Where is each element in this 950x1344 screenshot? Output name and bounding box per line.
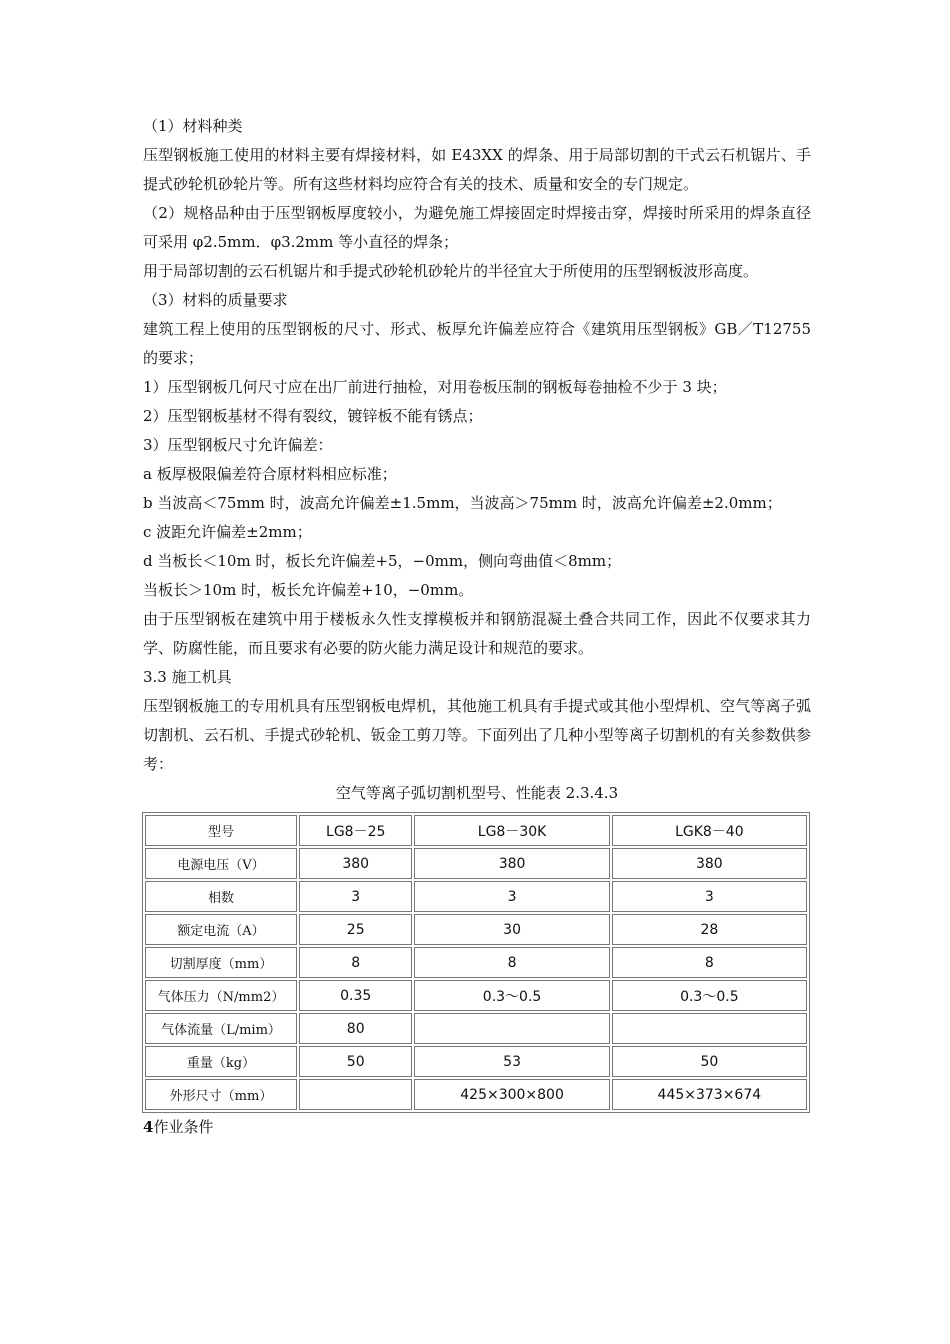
table-cell (612, 1013, 807, 1044)
list-item-1: 1）压型钢板几何尺寸应在出厂前进行抽检，对用卷板压制的钢板每卷抽检不少于 3 块； (143, 378, 727, 396)
table-cell: 8 (299, 947, 412, 978)
list-item-d: d 当板长＜10m 时，板长允许偏差+5，−0mm，侧向弯曲值＜8mm； (143, 552, 622, 570)
table-cell: 30 (414, 914, 609, 945)
table-cell: 50 (299, 1046, 412, 1077)
table-cell: 相数 (145, 881, 297, 912)
table-cell: 25 (299, 914, 412, 945)
table-header-cell: LG8－30K (414, 815, 609, 846)
table-cell: 0.35 (299, 980, 412, 1011)
paragraph-cutting-blades: 用于局部切割的云石机锯片和手提式砂轮机砂轮片的半径宜大于所使用的压型钢板波形高度。 (143, 262, 759, 280)
table-row (145, 1079, 807, 1110)
paragraph-tools: 压型钢板施工的专用机具有压型钢板电焊机，其他施工机具有手提式或其他小型焊机、空气等离子弧切割机、云石机、手提式砂轮机、钣金工剪刀等。下面列出了几种小型等离子切割机的有关参数供参考： (143, 697, 811, 773)
table-cell: 电源电压（V） (145, 848, 297, 879)
table-row (145, 1013, 807, 1044)
table-row (145, 1046, 807, 1077)
paragraph-fire-resistance: 由于压型钢板在建筑中用于楼板永久性支撑模板并和钢筋混凝土叠合共同工作，因此不仅要求其力学、防腐性能，而且要求有必要的防火能力满足设计和规范的要求。 (143, 610, 811, 657)
table-cell: 50 (612, 1046, 807, 1077)
table-cell: 53 (414, 1046, 609, 1077)
list-item-2: 2）压型钢板基材不得有裂纹，镀锌板不能有锈点； (143, 407, 483, 425)
table-cell: 380 (299, 848, 412, 879)
table-row (145, 881, 807, 912)
table-cell: 80 (299, 1013, 412, 1044)
table-cell: 重量（kg） (145, 1046, 297, 1077)
heading-quality-requirements: （3）材料的质量要求 (143, 291, 288, 309)
table-cell: 8 (612, 947, 807, 978)
table-header-row (145, 815, 807, 846)
list-item-a: a 板厚极限偏差符合原材料相应标准； (143, 465, 397, 483)
table-cell: 0.3～0.5 (414, 980, 609, 1011)
table-header-cell: LGK8－40 (612, 815, 807, 846)
table-cell: 380 (414, 848, 609, 879)
table-cell: 3 (299, 881, 412, 912)
table-cell: 外形尺寸（mm） (145, 1079, 297, 1110)
table-cell: 气体流量（L/mim） (145, 1013, 297, 1044)
table-header-cell: 型号 (145, 815, 297, 846)
table-cell: 8 (414, 947, 609, 978)
paragraph-specs: （2）规格品种由于压型钢板厚度较小，为避免施工焊接固定时焊接击穿，焊接时所采用的焊条直径可采用 φ2.5mm．φ3.2mm 等小直径的焊条； (143, 204, 811, 251)
table-cell: 445×373×674 (612, 1079, 807, 1110)
table-cell: 3 (612, 881, 807, 912)
document-page (143, 112, 811, 1142)
list-item-3: 3）压型钢板尺寸允许偏差： (143, 436, 333, 454)
table-cell: 0.3～0.5 (612, 980, 807, 1011)
table-header-cell: LG8－25 (299, 815, 412, 846)
section-title: 作业条件 (153, 1118, 214, 1136)
table-cell: 28 (612, 914, 807, 945)
table-caption: 空气等离子弧切割机型号、性能表 2.3.4.3 (335, 784, 619, 802)
table-cell: 切割厚度（mm） (145, 947, 297, 978)
paragraph-materials: 压型钢板施工使用的材料主要有焊接材料，如 E43XX 的焊条、用于局部切割的干式云石机锯片、手提式砂轮机砂轮片等。所有这些材料均应符合有关的技术、质量和安全的专门规定。 (143, 146, 811, 193)
section-heading (143, 1113, 811, 1142)
table-row (145, 980, 807, 1011)
heading-construction-tools: 3.3 施工机具 (143, 668, 232, 686)
table-row (145, 848, 807, 879)
table-cell (414, 1013, 609, 1044)
table-cell: 3 (414, 881, 609, 912)
table-cell: 380 (612, 848, 807, 879)
table-row (145, 914, 807, 945)
heading-material-types: （1）材料种类 (143, 117, 243, 135)
table-cell: 425×300×800 (414, 1079, 609, 1110)
list-item-c: c 波距允许偏差±2mm； (143, 523, 312, 541)
table-cell: 额定电流（A） (145, 914, 297, 945)
table-cell: 气体压力（N/mm2） (145, 980, 297, 1011)
section-number: 4 (143, 1118, 154, 1136)
list-item-b: b 当波高＜75mm 时，波高允许偏差±1.5mm，当波高＞75mm 时，波高允许偏差±2.0mm； (143, 494, 782, 512)
table-row (145, 947, 807, 978)
spec-table (142, 812, 810, 1113)
list-item-d-continued: 当板长＞10m 时，板长允许偏差+10，−0mm。 (143, 581, 474, 599)
table-cell (299, 1079, 412, 1110)
paragraph-standard: 建筑工程上使用的压型钢板的尺寸、形式、板厚允许偏差应符合《建筑用压型钢板》GB／T12755 的要求； (143, 320, 811, 367)
